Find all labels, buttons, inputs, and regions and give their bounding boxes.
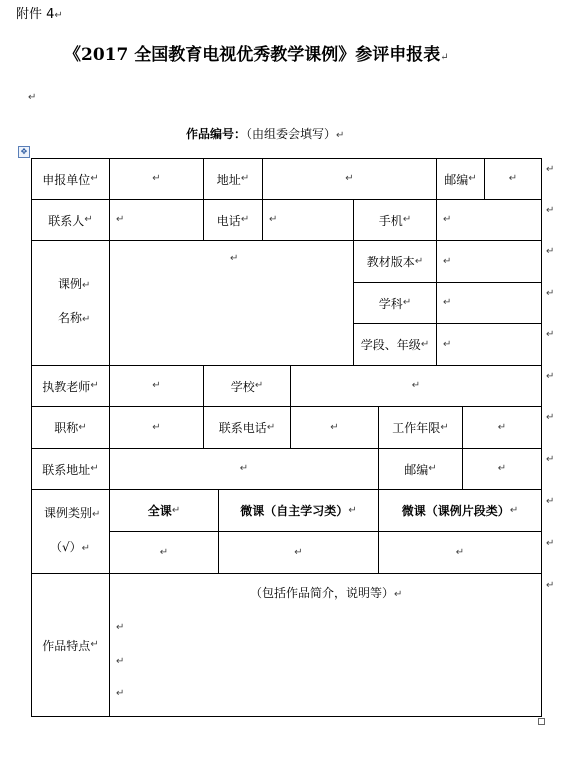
row-end-mark: ↵ [546,329,555,340]
label-work-years: 工作年限 ↵ [392,421,449,435]
attachment-label: 附件 4↵ [16,7,63,22]
phone-field[interactable]: ↵ [269,214,278,225]
contact-field[interactable]: ↵ [116,214,125,225]
row-end-mark: ↵ [546,246,555,257]
label-contact-address: 联系地址 ↵ [42,462,99,477]
features-field[interactable]: （包括作品简介，说明等）↵ ↵ ↵ ↵ [116,586,403,699]
label-postcode-2: 邮编 ↵ [404,462,437,477]
row-end-mark: ↵ [546,371,555,382]
label-unit: 申报单位 ↵ [42,172,99,187]
label-grade: 学段、年级 ↵ [360,338,430,352]
label-mobile: 手机 ↵ [378,213,412,228]
features-note: （包括作品简介，说明等）↵ [250,586,403,600]
paragraph-mark: ↵ [28,92,37,103]
label-contact: 联系人 ↵ [48,213,93,228]
row-end-mark: ↵ [546,538,555,549]
school-field[interactable]: ↵ [411,380,421,391]
title-field[interactable]: ↵ [152,421,161,433]
textbook-field[interactable]: ↵ [443,255,452,267]
label-teacher: 执教老师 ↵ [42,379,99,394]
table-move-handle-icon[interactable]: ✥ [18,146,30,158]
micro-clip-check-field[interactable]: ↵ [455,546,465,558]
label-textbook: 教材版本 ↵ [366,255,424,269]
teacher-field[interactable]: ↵ [152,380,161,391]
row-end-mark: ↵ [546,412,555,423]
contact-address-field[interactable]: ↵ [239,463,249,474]
postcode-2-field[interactable]: ↵ [497,463,507,474]
label-micro-self-study: 微课（自主学习类） ↵ [240,504,357,518]
row-end-mark: ↵ [546,164,555,175]
postcode-field[interactable]: ↵ [508,173,518,184]
label-school: 学校 ↵ [230,379,264,394]
subject-field[interactable]: ↵ [443,297,452,308]
label-lesson-name: 课例↵ 名称↵ [58,277,91,325]
contact-phone-field[interactable]: ↵ [330,421,339,433]
label-phone: 电话 ↵ [216,213,250,228]
row-end-mark: ↵ [546,496,555,507]
work-number-line: 作品编号：（由组委会填写）↵ [186,127,345,141]
label-features: 作品特点 ↵ [42,638,99,653]
row-end-mark: ↵ [546,288,555,299]
table-resize-handle[interactable] [538,718,545,725]
page-title: 《2017 全国教育电视优秀教学课例》参评申报表↵ [64,45,449,65]
label-subject: 学科 ↵ [378,296,412,311]
mobile-field[interactable]: ↵ [443,214,452,225]
address-field[interactable]: ↵ [345,173,354,184]
micro-self-check-field[interactable]: ↵ [294,546,303,558]
row-end-mark: ↵ [546,580,555,591]
row-end-mark: ↵ [546,205,555,216]
full-lesson-check-field[interactable]: ↵ [159,546,169,558]
label-contact-phone: 联系电话 ↵ [218,421,276,435]
label-micro-clip: 微课（课例片段类） ↵ [401,504,519,518]
lesson-name-field[interactable]: ↵ [230,253,239,264]
row-end-mark: ↵ [546,454,555,465]
label-category: 课例类别↵ （√）↵ [44,506,101,554]
label-title: 职称 ↵ [54,421,87,435]
work-years-field[interactable]: ↵ [497,421,507,433]
label-full-lesson: 全课 ↵ [147,504,181,518]
unit-field[interactable]: ↵ [152,173,161,184]
grade-field[interactable]: ↵ [443,338,452,350]
label-postcode: 邮编 ↵ [444,172,477,187]
label-address: 地址 ↵ [216,172,250,187]
